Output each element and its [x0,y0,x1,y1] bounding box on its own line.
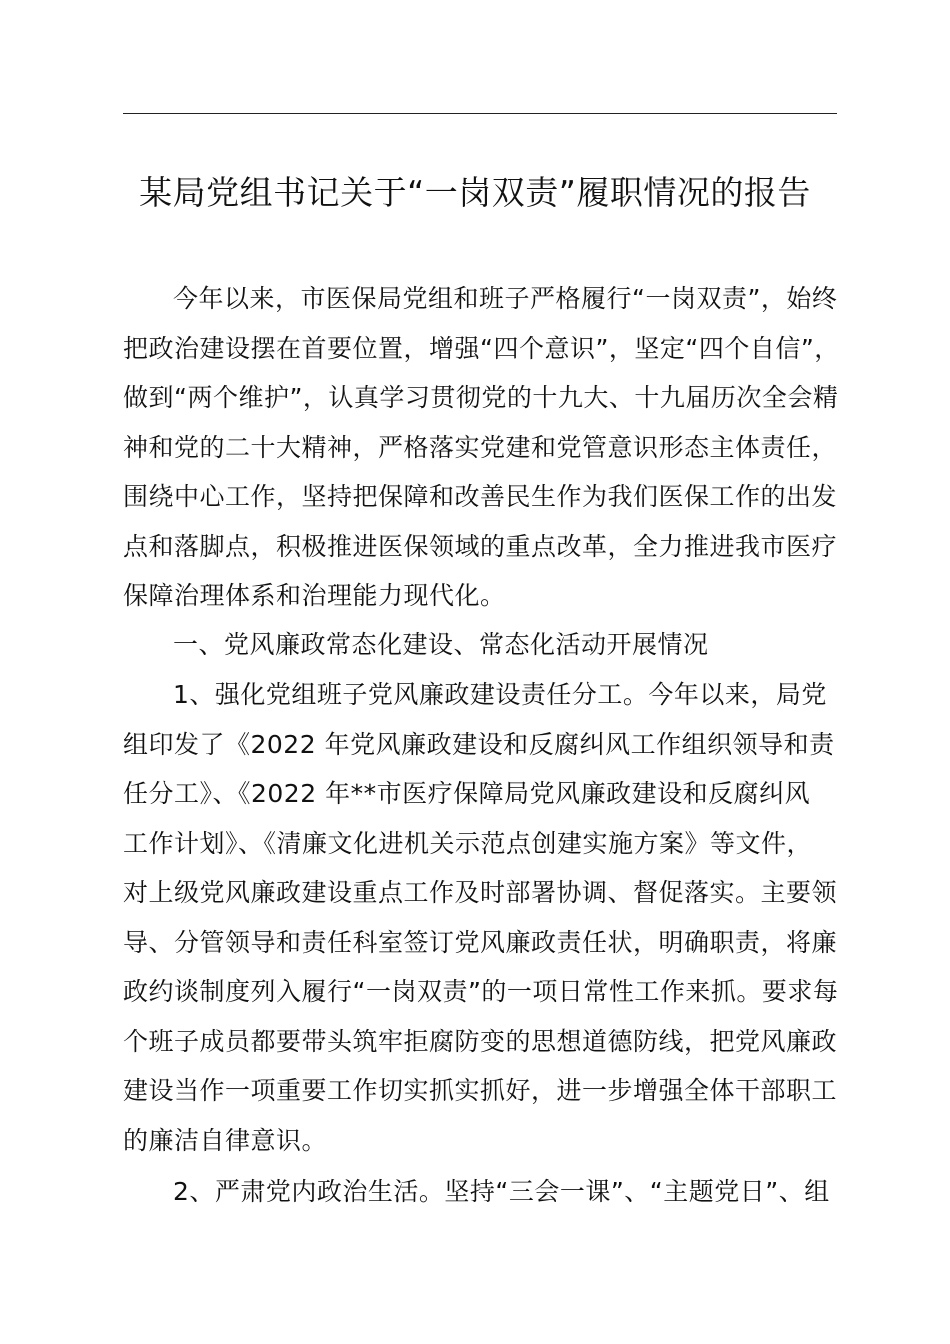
text-line: 2、严肃党内政治生活。坚持“三会一课”、“主题党日”、组 [173,1177,830,1206]
text-line: 保障治理体系和治理能力现代化。 [123,581,506,610]
text-line: 神和党的二十大精神，严格落实党建和党管意识形态主体责任， [123,432,838,462]
paragraph-item-2 [123,1167,863,1217]
text-line: 围绕中心工作，坚持把保障和改善民生作为我们医保工作的出发 [123,482,838,511]
text-line: 把政治建设摆在首要位置，增强“四个意识”，坚定“四个自信”， [123,333,840,363]
text-line: 1、强化党组班子党风廉政建设责任分工。今年以来，局党 [173,680,827,709]
text-line: 的廉洁自律意识。 [123,1125,328,1155]
text-line: 点和落脚点，积极推进医保领域的重点改革，全力推进我市医疗 [123,531,838,561]
paragraph-intro [123,274,863,621]
text-line: 组印发了《2022 年党风廉政建设和反腐纠风工作组织领导和责 [123,729,835,759]
section-heading-1 [123,620,863,670]
paragraph-item-1 [123,670,863,1165]
header-rule [123,113,837,114]
text-line: 导、分管领导和责任科室签订党风廉政责任状，明确职责，将廉 [123,927,838,957]
document-title: 某局党组书记关于“一岗双责”履职情况的报告 [139,173,811,212]
text-line: 建设当作一项重要工作切实抓实抓好，进一步增强全体干部职工 [123,1076,838,1105]
text-line: 对上级党风廉政建设重点工作及时部署协调、督促落实。主要领 [123,878,838,907]
text-line: 做到“两个维护”，认真学习贯彻党的十九大、十九届历次全会精 [123,383,839,412]
section-heading-text: 一、党风廉政常态化建设、常态化活动开展情况 [173,630,709,659]
text-line: 今年以来，市医保局党组和班子严格履行“一岗双责”，始终 [173,284,838,313]
text-line: 个班子成员都要带头筑牢拒腐防变的思想道德防线，把党风廉政 [123,1026,838,1056]
text-line: 工作计划》、《清廉文化进机关示范点创建实施方案》等文件， [123,828,813,858]
text-line: 政约谈制度列入履行“一岗双责”的一项日常性工作来抓。要求每 [123,977,839,1006]
text-line: 任分工》、《2022 年**市医疗保障局党风廉政建设和反腐纠风 [123,779,811,808]
